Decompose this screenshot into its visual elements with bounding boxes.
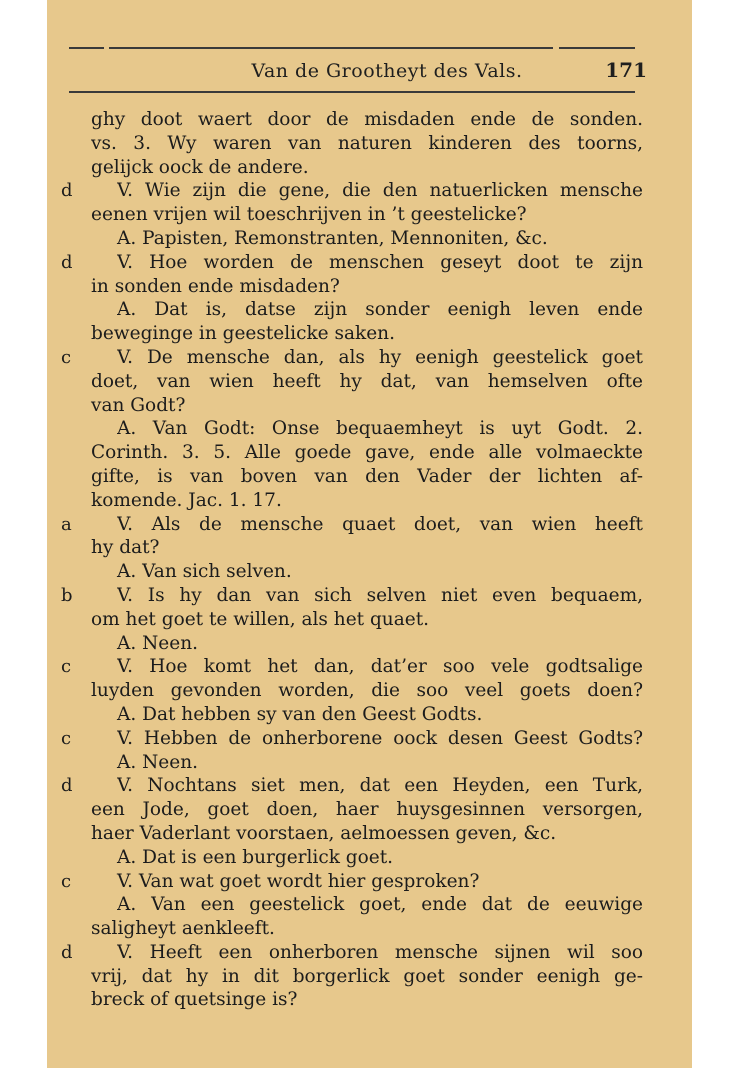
text-paragraph xyxy=(47,751,692,775)
text-line: A. Papisten, Remonstranten, Mennoniten, &c. xyxy=(117,227,548,249)
question-paragraph xyxy=(47,941,692,1012)
text-line: A. Dat is, datse zijn sonder eenigh leven ende xyxy=(117,299,643,321)
text-line: luyden gevonden worden, die soo veel goets doen? xyxy=(91,680,643,702)
book-page xyxy=(47,0,692,1068)
question-paragraph xyxy=(47,727,692,751)
running-header-title: Van de Grootheyt des Vals. xyxy=(251,60,523,82)
question-paragraph xyxy=(47,346,692,417)
text-line: vrij, dat hy in dit borgerlick goet sonder eenigh ge- xyxy=(91,965,643,987)
margin-letter: c xyxy=(61,870,72,892)
margin-letter: d xyxy=(61,180,73,202)
text-paragraph xyxy=(47,108,692,179)
text-line: doet, van wien heeft hy dat, van hemselven ofte xyxy=(91,370,643,392)
page-number: 171 xyxy=(605,58,647,82)
text-line: hy dat? xyxy=(91,537,160,559)
margin-letter: c xyxy=(61,727,72,749)
margin-letter: a xyxy=(61,513,72,535)
question-paragraph xyxy=(47,774,692,845)
text-line: A. Neen. xyxy=(117,632,199,654)
text-line: A. Van een geestelick goet, ende dat de eeuwige xyxy=(117,894,643,916)
text-line: V. Wie zijn die gene, die den natuerlicken mensche xyxy=(117,180,643,202)
text-line: in sonden ende misdaden? xyxy=(91,275,340,297)
text-paragraph xyxy=(47,417,692,512)
text-paragraph xyxy=(47,560,692,584)
text-line: haer Vaderlant voorstaen, aelmoessen geven, &c. xyxy=(91,822,557,844)
text-line: A. Dat is een burgerlick goet. xyxy=(117,846,394,868)
question-paragraph xyxy=(47,655,692,703)
text-line: een Jode, goet doen, haer huysgesinnen versorgen, xyxy=(91,799,643,821)
text-paragraph xyxy=(47,893,692,941)
text-line: V. Is hy dan van sich selven niet even bequaem, xyxy=(117,584,643,606)
text-paragraph xyxy=(47,227,692,251)
margin-letter: d xyxy=(61,251,73,273)
text-paragraph xyxy=(47,703,692,727)
text-line: V. De mensche dan, als hy eenigh geestelick goet xyxy=(117,346,643,368)
margin-letter: d xyxy=(61,775,73,797)
text-line: V. Hoe worden de menschen geseyt doot te zijn xyxy=(117,251,643,273)
text-line: om het goet te willen, als het quaet. xyxy=(91,608,430,630)
header-rule-bottom xyxy=(69,91,635,93)
margin-letter: d xyxy=(61,941,73,963)
margin-letter: c xyxy=(61,656,72,678)
text-paragraph xyxy=(47,846,692,870)
text-line: beweginge in geestelicke saken. xyxy=(91,323,395,345)
text-line: A. Van Godt: Onse bequaemheyt is uyt Godt. 2. xyxy=(117,418,643,440)
question-paragraph xyxy=(47,870,692,894)
text-line: A. Neen. xyxy=(117,751,199,773)
header-rule-top-right xyxy=(559,47,635,49)
text-paragraph xyxy=(47,298,692,346)
text-line: van Godt? xyxy=(91,394,186,416)
text-line: breck of quetsinge is? xyxy=(91,989,298,1011)
text-line: komende. Jac. 1. 17. xyxy=(91,489,282,511)
text-paragraph xyxy=(47,632,692,656)
text-line: gifte, is van boven van den Vader der lichten af- xyxy=(91,465,643,487)
text-line: V. Als de mensche quaet doet, van wien heeft xyxy=(117,513,643,535)
question-paragraph xyxy=(47,251,692,299)
text-line: saligheyt aenkleeft. xyxy=(91,918,275,940)
text-line: V. Van wat goet wordt hier gesproken? xyxy=(117,870,480,892)
text-line: V. Hoe komt het dan, dat’er soo vele godtsalige xyxy=(117,656,643,678)
question-paragraph xyxy=(47,513,692,561)
text-line: eenen vrijen wil toeschrijven in ’t geestelicke? xyxy=(91,204,527,226)
text-line: V. Heeft een onherboren mensche sijnen wil soo xyxy=(117,941,643,963)
text-line: vs. 3. Wy waren van naturen kinderen des toorns, xyxy=(91,132,643,154)
text-line: gelijck oock de andere. xyxy=(91,156,309,178)
header-rule-top-middle xyxy=(109,47,553,49)
header-rule-top-left xyxy=(69,47,104,49)
question-paragraph xyxy=(47,179,692,227)
text-line: ghy doot waert door de misdaden ende de sonden. xyxy=(91,109,643,130)
text-line: Corinth. 3. 5. Alle goede gave, ende alle volmaeckte xyxy=(91,442,643,464)
page-body xyxy=(47,108,692,1012)
question-paragraph xyxy=(47,584,692,632)
margin-letter: c xyxy=(61,346,72,368)
text-line: A. Dat hebben sy van den Geest Godts. xyxy=(117,703,483,725)
text-line: V. Hebben de onherborene oock desen Geest Godts? xyxy=(117,727,643,749)
text-line: V. Nochtans siet men, dat een Heyden, een Turk, xyxy=(117,775,643,797)
text-line: A. Van sich selven. xyxy=(117,561,292,583)
margin-letter: b xyxy=(61,584,73,606)
